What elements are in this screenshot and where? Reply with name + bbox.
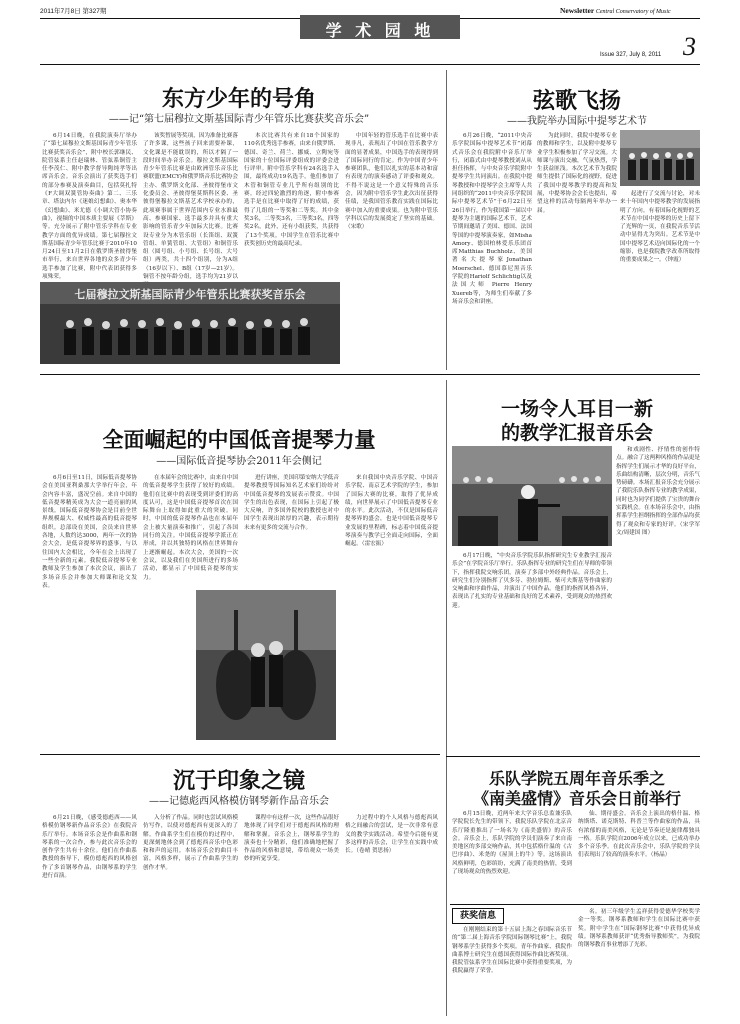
article3-col4-text: 来自我国中央音乐学院、中国音乐学院、南京艺术学院的学生，参加了国际大赛的比赛，取得了优异成绩，向世界展示了中国低音提琴专业的水平。此次活动，不仅是国际低音提琴界的盛会，也是中国低音提琴专业发展的里程碑，标志着中国低音提琴演奏与教学已全面走向国际，全面崛起。（雷宏振）: [345, 475, 438, 548]
column-divider-mid: [446, 380, 447, 760]
article5-title-line2: 《南美盛情》音乐会日前举行: [472, 789, 681, 808]
article3-col2: [143, 474, 238, 584]
article4-col1-text: 6月17日晚，“中央音乐学院乐队指挥研究生专业教学汇报音乐会”在学院音乐厅举行。乐队指挥专业的研究生们在导师的带领下，指挥我院交响乐团，演奏了多部中外经典作品。音乐会上，研究生们分别指挥了贝多芬、勃拉姆斯、柴可夫斯基等作曲家的交响曲和序曲作品，并演出了中国作品。他们的指挥风格各异，表现出了扎实的专业基础和良好的艺术素养，受到观众的热烈欢迎。: [452, 553, 612, 609]
bass-photo: [196, 590, 336, 740]
concert-photo: [40, 282, 340, 364]
article4-col1: [452, 552, 612, 746]
article6-col3-text: 课程中有这样一次，这些作品很好地体现了同学们对于德彪西风格的理解和掌握。音乐会上，钢琴系学生的演奏也十分精彩，他们准确地把握了作品的风格和意境，带给观众一场美妙的听觉享受。: [244, 815, 339, 863]
news-col1-text: 在刚刚结束的第十五届上海之春国际音乐节的“第二届上海音乐学院国际钢琴比赛”上，我院钢琴系学生获得多个奖项。青年作曲家、我院作曲系博士研究生在德国获得国际作曲比赛奖项。我院管弦系学生在国际比赛中获得重要奖项，为我院赢得了荣誉。: [452, 927, 572, 975]
news-title: 获奖信息: [452, 908, 504, 924]
article5-col2: [578, 810, 700, 900]
news-col2: [578, 908, 700, 1014]
article2-col3: [620, 190, 700, 364]
viola-photo: [620, 130, 700, 186]
mid-rule-left: [40, 754, 440, 755]
article5-col2-text: 仙、期待盛会。音乐会上演出的格什温、格纳斯塔、诺克斯特、科普兰等作曲家的作品，具有浓郁的南美风格，无论是节奏还是旋律都独具一格。乐队学院自2006年成立以来，已成功举办多个音乐季。在此次音乐会中，乐队学院的学员们表现出了较高的演奏水平。（杨晶）: [578, 811, 700, 859]
article1-col3-text: 本次比赛共有来自18个国家的110名优秀选手参赛，由来自俄罗斯、德国、奇兰、荷兰、挪威、立陶宛等国家的十位国际评委组成的评委会进行评审。附中管乐学科有24名选手入围，最终成功19名选手，他们参加了木管和铜管专业几乎所有组别的比赛。经过四轮激烈的角逐，附中参赛选手是在比赛中取得了好的成绩，获得了几组的一等奖和二等奖。其中金奖3名，二等奖3名，三等奖3名，四等奖2名，此外，还有小组获奖，共获得了13个奖项。中国学生在管乐比赛中获奖创历史的最高纪录。: [244, 133, 339, 247]
article6-col3: [244, 814, 339, 1014]
header-rule-bottom: [40, 64, 700, 65]
article6-subtitle: ——记德彪西风格模仿钢琴新作品音乐会: [149, 796, 329, 807]
article2-col2: [537, 132, 617, 364]
viola-photo-image: [620, 130, 700, 186]
concert-banner: 七届穆拉文斯基国际青少年管乐比赛获奖音乐会: [74, 288, 306, 301]
column-divider-bottom: [446, 760, 447, 1016]
article3-subtitle: ——国际低音提琴协会2011年会侧记: [156, 456, 322, 467]
conductor-photo-image: [452, 446, 612, 546]
conductor-photo: [452, 446, 612, 546]
article1-col2: [143, 132, 238, 281]
article3-col1: [42, 474, 137, 742]
news-col1: [452, 926, 572, 1014]
article5-col1: [452, 810, 572, 900]
article2-col3-text: 起进行了交流与讨论，对未来十年国内中提琴教学的发展指明了方向。有着国际化视野的艺术节在中国中提琴的历史上留下了光辉的一页，在我院音乐节活动中显得尤为突出。艺术节是中国中提琴艺术迈向国际化的一个缩影，也是我院教学改革所取得的重要成果之一。（钟霞）: [620, 191, 700, 264]
article1-col2-text: 该奖暂展等奖项，因为准备比赛落了许多课，这些孩子回来需要补课，文化课是不能耽误的，所以才隔了一段时间举办音乐会。穆拉文斯基国际青少年管乐比赛是由欧洲管乐音乐比赛联盟(EMCY)和俄罗斯音乐比赛协会主办、俄罗斯文化部、圣彼得堡市文化委员会、圣彼得堡莫斯科区委、圣彼得堡穆拉文斯基艺术学校承办的，此项赛事属于世界范围内专业水准最高、参赛国家、选手最多并具有重大影响的管乐青少年加际大比赛。比赛设专业分为木管乐组（长笛组、双簧管组、单簧管组、大管组）和铜管乐组（圆号组、小号组、长号组、大号组）两类，共十四个组别，分为A组（16岁以下）、B组（17岁—21岁）。铜管不按年龄分组，选手均为21岁以: [143, 133, 238, 281]
article4-col2-text: 和戏剧性、抒情性的创作特点。融合了这两种风格的作品更是指挥学生们展示才华的良好平台，乐曲结构清晰，层次分明，音乐气势磅礴。本场汇报音乐会充分展示了我院乐队指挥专业的教学成果，同时也为同学们提供了宝贵的舞台实践机会。在本场音乐会中，由指挥系学生担纲指挥的全部作品均获得了观众和专家的好评。（宋学军 文/周建国 图）: [616, 447, 700, 536]
article1-col3: [244, 132, 339, 276]
issue-en: Issue 327, July 8, 2011: [600, 52, 662, 58]
article6-col1-text: 6月21日晚，《感受德彪西——风格模仿钢琴新作品音乐会》在我院音乐厅举行。本场音乐会是作曲系和钢琴系的一次合作，参与此次音乐会的创作学生共有十余位。他们在作曲系教授的指导下，模仿德彪西的风格创作了多首钢琴作品，由钢琴系的学生进行首演。: [42, 815, 137, 880]
article5-col1-text: 6月15日晚，近两年来大学音乐总监兼乐队学院院长先生的带领下，我院乐队学院在北京音乐厅隆重推出了一场名为《南美盛情》的音乐会。音乐会上，乐队学院的学员们演奏了来自南美地区的多部交响作品，其中包括格什温的《古巴序曲》、米尧的《屋顶上的牛》等。这场演出风格鲜明，色彩缤纷，充满了南美的热情，受到了现场观众的热烈欢迎。: [452, 811, 572, 876]
article2-title: 弦歌飞扬: [532, 88, 621, 114]
article6-col4-text: 力过程中的个人风格与德彪西风格之间融合的尝试，是一次非常有意义的教学实践活动。希望今后能有更多这样的音乐会，让学生在实践中成长。（卷晴 贺思扬）: [345, 815, 438, 855]
article1-title: 东方少年的号角: [161, 86, 316, 112]
article6-col2: [143, 814, 238, 1014]
mid-rule-1: [40, 374, 700, 375]
article3-col2-text: 在本届年会的比赛中，由来自中国的低音提琴学生获得了较好的成绩。他们在比赛中的表现受到评委们的高度认可，这是中国低音提琴首次在国际舞台上取得如此重大的突破。同时，中国的低音提琴作品也在本届年会上被大量演奏和推广，引起了各国同行的关注。中国低音提琴学派正在形成，并以其独特的风格在世界舞台上逐渐崛起。本次大会，美国的一次会议，以及我们在美国所进行的多场活动，都显示了中国低音提琴的实力。: [143, 475, 238, 581]
column-divider-top: [446, 70, 447, 370]
article4-title: 一场令人耳目一新: [500, 398, 653, 420]
article1-col4: [345, 132, 438, 364]
article4-title-line2: 的教学汇报音乐会: [500, 422, 653, 444]
page-number: 3: [683, 32, 696, 61]
article3-col3-text: 进行讲座，美国印第安纳大学低音提琴教授等国际知名艺术家们纷纷对中国低音提琴的发展表示赞赏。中国学生的出色表现，在国际上引起了极大反响，许多国外院校的教授也对中国学生表现出浓厚的兴趣，表示期待未来有更多的交流与合作。: [244, 475, 339, 531]
article6-title: 沉于印象之镜: [172, 768, 305, 794]
article1-subtitle: ——记“第七届穆拉文斯基国际青少年管乐比赛获奖音乐会”: [108, 114, 370, 125]
school-en: Central Conservatory of Music: [595, 9, 671, 15]
newsletter-word: Newsletter: [560, 6, 595, 15]
article4-col2: [616, 446, 700, 746]
mid-rule-right: [446, 756, 700, 757]
section-title: 学 术 园 地: [325, 21, 435, 40]
bass-photo-image: [196, 590, 336, 740]
article6-col2-text: 入分析了作品。同时也尝试风格模仿写作，以使对德彪西有更深入的了解。作曲系学生们在模仿的过程中，更深刻地体会到了德彪西音乐中色彩和和声的运用。本场音乐会的曲目丰富，风格多样，展示了作曲系学生的创作才华。: [143, 815, 238, 871]
article2-subtitle: ——我院举办国际中提琴艺术节: [507, 116, 647, 127]
article3-col3: [244, 474, 339, 584]
news-col2-text: 名。初三年级学生孟祥获得爱德华学校奖学金一等奖。钢琴系教师和学生在国际比赛中获奖。附中学生在“国际钢琴比赛”中获得优异成绩。钢琴系教师获评“优秀指导教师奖”，为我院的钢琴教育事业增添了光彩。: [578, 909, 700, 949]
article1-col1-text: 6月14日晚，在我院演奏厅举办了“第七届穆拉文斯基国际青少年管乐比赛获奖音乐会”，附中校长郭继民、院管弦系主任赵瑞林、管弦系铜管主任李茂仁、附中教学督导陶纯孝等出席音乐会。音乐会演出了获奖选手们的部分参赛及演奏曲目，包括莫扎特《F大调双簧管协奏曲》第二、三乐章、塔法内尔《迷娘幻想曲》、奥本华《幻想曲》、米尤德《小调大管小协奏曲》，视频的中国本质主要展《莘斯》等。充分展示了附中管乐学科在专业教学方面的优异成绩。第七届穆拉文斯基国际青少年管乐比赛于2010年10月24日至11月2日在俄罗斯圣彼得堡市举行，来自世界各地的众多青少年选手参加了比赛，附中代表团获得多项殊荣。: [42, 133, 137, 281]
date-issue: 2011年7月8日 第327期: [40, 8, 107, 15]
article3-title: 全面崛起的中国低音提琴力量: [102, 427, 376, 452]
article5-title: 乐队学院五周年音乐季之: [488, 769, 665, 788]
article2-col2-text: 为此同时，我院中提琴专业的教师和学生，以及附中提琴专业学生积极参加了学习交流。大师课与演出交融，气氛热烈，学生获益匪浅。本次艺术节为我院师生提供了国际化的视野，促进了我国中提琴教学的提高和发展，中提琴协会会长也提出，希望这样的活动每隔两年举办一届。: [537, 133, 617, 214]
article6-col4: [345, 814, 438, 1014]
article1-col4-text: 中国年轻的管乐选手在比赛中表现非凡，表现出了中国在管乐教学方面的显著成果，中国选手的表现得到了国际同行的肯定。作为中国青少年参赛团队，他们以扎实的基本功和富有表现力的演奏感动了评委和观众。不得不说这是一个意义特殊的音乐会，因为附中管乐学生此次出征获得佳绩，是我国管乐教育实践在国际比赛中加入的重要成果。也为附中管乐学科以后的发展奠定了坚实的基础。（宋歌）: [345, 133, 438, 231]
article2-col1: [452, 132, 532, 364]
article2-col1-text: 6月26日晚，“2011中央音乐学院国际中提琴艺术节”闭幕式音乐会在我院附中音乐厅举行，闭幕式由中提琴教授刘从从担任指挥，与中央音乐学院附中提琴学生共同演出。在我院中提琴教授和中提琴学会主席等人共同组织的“2011中央音乐学院国际中提琴艺术节”于6月22日至26日举行，作为我国第一届以中提琴为主题的国际艺术节，艺术节期间邀请了美国、德国、法国等国的中提琴演奏家，如Misha Amory、德国柏林爱乐乐团首席Matthias Buchholz、美国著名大提琴家Jonathan Moerschel、德国慕尼黑音乐学院的Hariolf Schlichtig以及法国大师 Pierre Henry Xuereb等，为师生们奉献了多场音乐会和讲座。: [452, 133, 532, 305]
article1-col1: [42, 132, 137, 281]
article3-col4: [345, 474, 438, 742]
article3-col1-text: 6月6日至11日，国际低音提琴协会在美国亚利桑那大学举行年会，年会内容丰富，盛况空前。来自中国的低音提琴精英成为大会一道亮丽的风景线。国际低音提琴协会是目前全世界规模最大、权威性最高的低音提琴组织。总部设在美国，会员来自世界各地，人数约达3000，两年一次的协会大会，是低音提琴界的盛事，与以往国内大会相比，今年在会上出现了一些全新的元素。我院低音提琴专业教师及学生参加了本次会议，演出了多场音乐会并参加大师课和论文发表。: [42, 475, 137, 589]
article6-col1: [42, 814, 137, 1014]
newsletter-label: [560, 6, 671, 15]
